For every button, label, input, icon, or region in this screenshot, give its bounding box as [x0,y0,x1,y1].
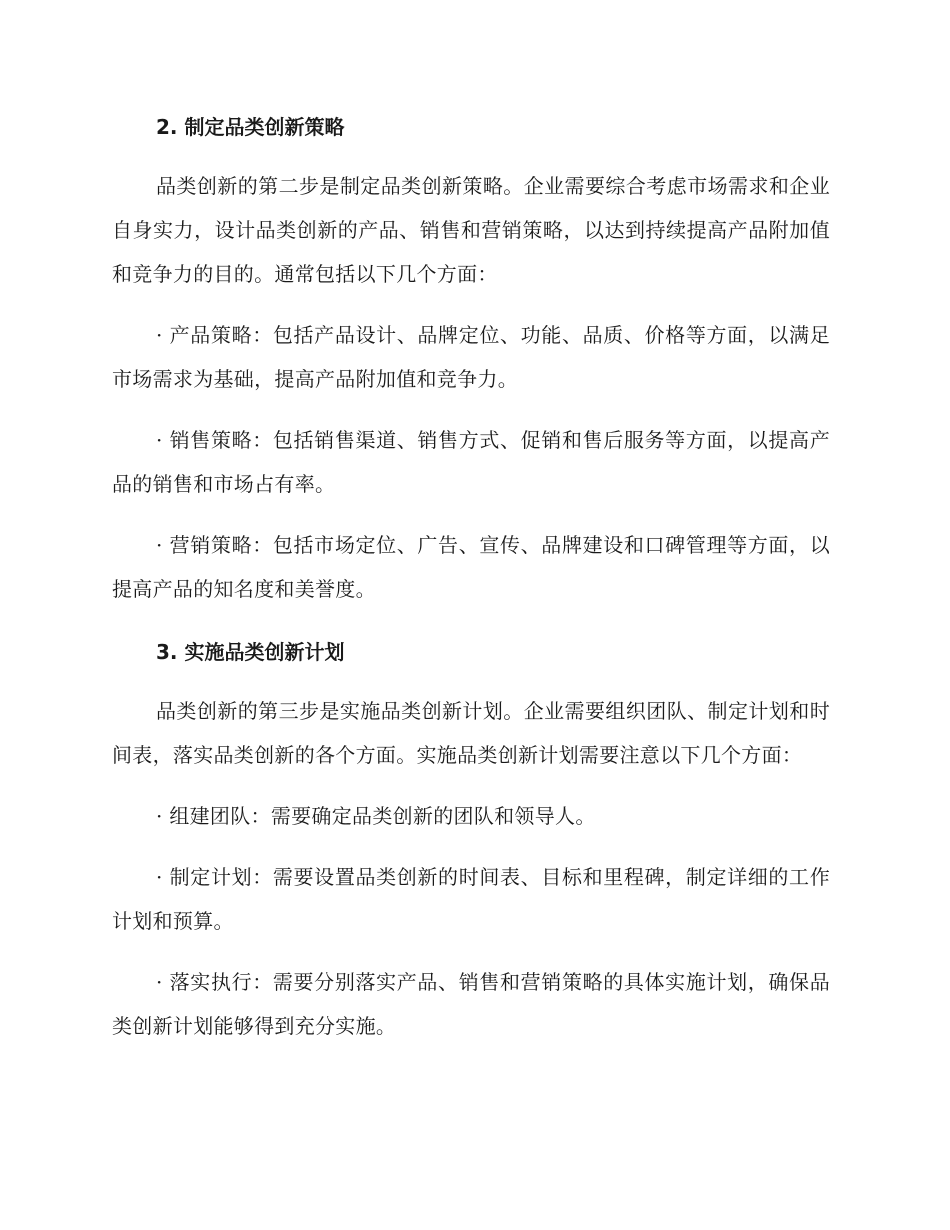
bullet-paragraph: · 销售策略：包括销售渠道、销售方式、促销和售后服务等方面，以提高产品的销售和市场占有率。 [112,428,830,496]
section-heading: 3. 实施品类创新计划 [156,640,345,664]
section-3 [112,633,830,1048]
section-2 [112,108,830,611]
section-intro-paragraph: 品类创新的第三步是实施品类创新计划。企业需要组织团队、制定计划和时间表，落实品类创新的各个方面。实施品类创新计划需要注意以下几个方面： [112,699,830,767]
section-intro-paragraph: 品类创新的第二步是制定品类创新策略。企业需要综合考虑市场需求和企业自身实力，设计品类创新的产品、销售和营销策略，以达到持续提高产品附加值和竞争力的目的。通常包括以下几个方面： [112,174,830,286]
bullet-paragraph: · 制定计划：需要设置品类创新的时间表、目标和里程碑，制定详细的工作计划和预算。 [112,865,830,933]
bullet-paragraph: · 产品策略：包括产品设计、品牌定位、功能、品质、价格等方面，以满足市场需求为基础，提高产品附加值和竞争力。 [112,323,830,391]
document-page [112,108,830,1048]
bullet-paragraph: · 落实执行：需要分别落实产品、销售和营销策略的具体实施计划，确保品类创新计划能够得到充分实施。 [112,970,830,1038]
section-heading: 2. 制定品类创新策略 [156,115,345,139]
bullet-paragraph: · 组建团队：需要确定品类创新的团队和领导人。 [156,804,596,828]
bullet-paragraph: · 营销策略：包括市场定位、广告、宣传、品牌建设和口碑管理等方面，以提高产品的知名度和美誉度。 [112,533,830,601]
